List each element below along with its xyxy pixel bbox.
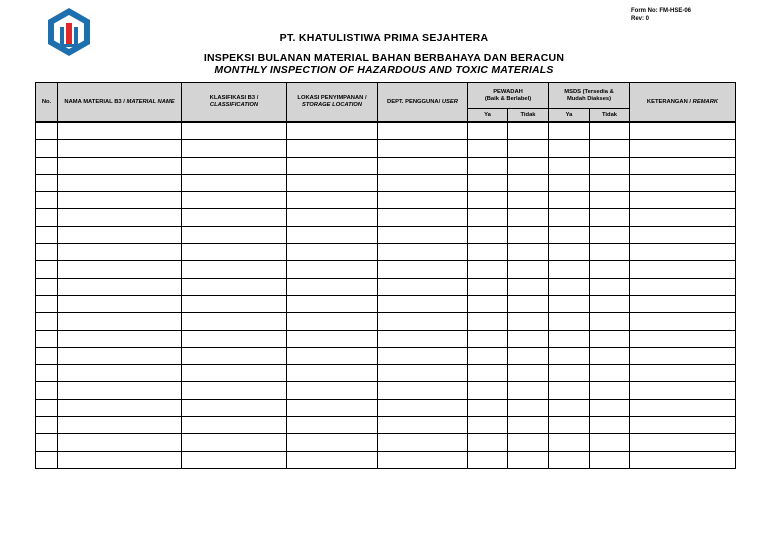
no-cell[interactable] [36, 382, 58, 399]
msds-tidak-cell[interactable] [590, 434, 630, 451]
storage-location-cell[interactable] [287, 451, 378, 468]
table-row [36, 157, 736, 174]
msds-tidak-cell[interactable] [590, 192, 630, 209]
table-row [36, 330, 736, 347]
container-ya-cell[interactable] [468, 382, 508, 399]
container-tidak-cell[interactable] [508, 417, 549, 434]
remark-cell[interactable] [630, 278, 736, 295]
msds-tidak-cell[interactable] [590, 382, 630, 399]
table-row [36, 382, 736, 399]
container-tidak-cell[interactable] [508, 347, 549, 364]
header-classification: KLASIFIKASI B3 / CLASSIFICATION [182, 83, 287, 123]
material-name-cell[interactable] [58, 244, 182, 261]
no-cell[interactable] [36, 244, 58, 261]
classification-cell[interactable] [182, 192, 287, 209]
container-ya-cell[interactable] [468, 347, 508, 364]
classification-cell[interactable] [182, 122, 287, 140]
header-msds-ya: Ya [549, 109, 590, 123]
msds-tidak-cell[interactable] [590, 365, 630, 382]
classification-cell[interactable] [182, 347, 287, 364]
no-cell[interactable] [36, 278, 58, 295]
remark-cell[interactable] [630, 417, 736, 434]
dept-user-cell[interactable] [378, 174, 468, 191]
table-row [36, 347, 736, 364]
msds-ya-cell[interactable] [549, 382, 590, 399]
table-row [36, 313, 736, 330]
header-storage-location: LOKASI PENYIMPANAN / STORAGE LOCATION [287, 83, 378, 123]
no-cell[interactable] [36, 192, 58, 209]
remark-cell[interactable] [630, 451, 736, 468]
msds-ya-cell[interactable] [549, 261, 590, 278]
msds-tidak-cell[interactable] [590, 174, 630, 191]
container-tidak-cell[interactable] [508, 278, 549, 295]
material-name-cell[interactable] [58, 313, 182, 330]
header-material-name: NAMA MATERIAL B3 / MATERIAL NAME [58, 83, 182, 123]
no-cell[interactable] [36, 417, 58, 434]
table-row [36, 399, 736, 416]
remark-cell[interactable] [630, 434, 736, 451]
container-ya-cell[interactable] [468, 244, 508, 261]
classification-cell[interactable] [182, 209, 287, 226]
msds-ya-cell[interactable] [549, 209, 590, 226]
dept-user-cell[interactable] [378, 122, 468, 140]
no-cell[interactable] [36, 434, 58, 451]
storage-location-cell[interactable] [287, 140, 378, 157]
table-row [36, 278, 736, 295]
storage-location-cell[interactable] [287, 313, 378, 330]
storage-location-cell[interactable] [287, 295, 378, 312]
msds-ya-cell[interactable] [549, 399, 590, 416]
classification-cell[interactable] [182, 261, 287, 278]
table-row [36, 122, 736, 140]
material-name-cell[interactable] [58, 261, 182, 278]
dept-user-cell[interactable] [378, 261, 468, 278]
no-cell[interactable] [36, 226, 58, 243]
form-title-indonesian: INSPEKSI BULANAN MATERIAL BAHAN BERBAHAYA DAN BERACUN [203, 52, 565, 64]
storage-location-cell[interactable] [287, 209, 378, 226]
remark-cell[interactable] [630, 295, 736, 312]
classification-cell[interactable] [182, 382, 287, 399]
material-name-cell[interactable] [58, 278, 182, 295]
container-ya-cell[interactable] [468, 174, 508, 191]
material-name-cell[interactable] [58, 365, 182, 382]
storage-location-cell[interactable] [287, 122, 378, 140]
dept-user-cell[interactable] [378, 192, 468, 209]
company-name: PT. KHATULISTIWA PRIMA SEJAHTERA [279, 32, 489, 44]
remark-cell[interactable] [630, 174, 736, 191]
container-tidak-cell[interactable] [508, 140, 549, 157]
dept-user-cell[interactable] [378, 209, 468, 226]
table-row [36, 365, 736, 382]
container-tidak-cell[interactable] [508, 244, 549, 261]
msds-tidak-cell[interactable] [590, 330, 630, 347]
no-cell[interactable] [36, 140, 58, 157]
table-row [36, 174, 736, 191]
remark-cell[interactable] [630, 226, 736, 243]
header-container: PEWADAH (Baik & Berlabel) [468, 83, 549, 109]
material-name-cell[interactable] [58, 295, 182, 312]
classification-cell[interactable] [182, 226, 287, 243]
material-name-cell[interactable] [58, 451, 182, 468]
remark-cell[interactable] [630, 347, 736, 364]
header-msds-tidak: Tidak [590, 109, 630, 123]
material-name-cell[interactable] [58, 122, 182, 140]
msds-ya-cell[interactable] [549, 140, 590, 157]
storage-location-cell[interactable] [287, 434, 378, 451]
classification-cell[interactable] [182, 330, 287, 347]
storage-location-cell[interactable] [287, 174, 378, 191]
material-name-cell[interactable] [58, 347, 182, 364]
dept-user-cell[interactable] [378, 330, 468, 347]
msds-ya-cell[interactable] [549, 278, 590, 295]
table-row [36, 140, 736, 157]
msds-ya-cell[interactable] [549, 434, 590, 451]
dept-user-cell[interactable] [378, 226, 468, 243]
msds-ya-cell[interactable] [549, 330, 590, 347]
container-ya-cell[interactable] [468, 157, 508, 174]
dept-user-cell[interactable] [378, 382, 468, 399]
container-tidak-cell[interactable] [508, 261, 549, 278]
dept-user-cell[interactable] [378, 140, 468, 157]
table-row [36, 244, 736, 261]
material-name-cell[interactable] [58, 382, 182, 399]
msds-tidak-cell[interactable] [590, 399, 630, 416]
table-row [36, 434, 736, 451]
storage-location-cell[interactable] [287, 278, 378, 295]
table-row [36, 192, 736, 209]
container-ya-cell[interactable] [468, 122, 508, 140]
material-name-cell[interactable] [58, 209, 182, 226]
remark-cell[interactable] [630, 192, 736, 209]
material-name-cell[interactable] [58, 399, 182, 416]
no-cell[interactable] [36, 261, 58, 278]
table-row [36, 417, 736, 434]
storage-location-cell[interactable] [287, 157, 378, 174]
classification-cell[interactable] [182, 365, 287, 382]
container-ya-cell[interactable] [468, 365, 508, 382]
classification-cell[interactable] [182, 313, 287, 330]
remark-cell[interactable] [630, 399, 736, 416]
material-name-cell[interactable] [58, 330, 182, 347]
container-ya-cell[interactable] [468, 313, 508, 330]
no-cell[interactable] [36, 399, 58, 416]
msds-tidak-cell[interactable] [590, 226, 630, 243]
msds-ya-cell[interactable] [549, 244, 590, 261]
inspection-table [35, 82, 736, 469]
no-cell[interactable] [36, 209, 58, 226]
dept-user-cell[interactable] [378, 278, 468, 295]
container-tidak-cell[interactable] [508, 174, 549, 191]
container-ya-cell[interactable] [468, 140, 508, 157]
remark-cell[interactable] [630, 313, 736, 330]
msds-ya-cell[interactable] [549, 417, 590, 434]
no-cell[interactable] [36, 330, 58, 347]
dept-user-cell[interactable] [378, 417, 468, 434]
classification-cell[interactable] [182, 434, 287, 451]
classification-cell[interactable] [182, 157, 287, 174]
header-remark: KETERANGAN / REMARK [630, 83, 736, 123]
storage-location-cell[interactable] [287, 417, 378, 434]
container-tidak-cell[interactable] [508, 399, 549, 416]
classification-cell[interactable] [182, 417, 287, 434]
dept-user-cell[interactable] [378, 434, 468, 451]
no-cell[interactable] [36, 313, 58, 330]
no-cell[interactable] [36, 295, 58, 312]
material-name-cell[interactable] [58, 174, 182, 191]
msds-ya-cell[interactable] [549, 192, 590, 209]
storage-location-cell[interactable] [287, 244, 378, 261]
classification-cell[interactable] [182, 140, 287, 157]
dept-user-cell[interactable] [378, 295, 468, 312]
msds-ya-cell[interactable] [549, 122, 590, 140]
no-cell[interactable] [36, 174, 58, 191]
msds-tidak-cell[interactable] [590, 295, 630, 312]
dept-user-cell[interactable] [378, 399, 468, 416]
material-name-cell[interactable] [58, 192, 182, 209]
container-tidak-cell[interactable] [508, 382, 549, 399]
msds-tidak-cell[interactable] [590, 244, 630, 261]
container-ya-cell[interactable] [468, 417, 508, 434]
remark-cell[interactable] [630, 122, 736, 140]
material-name-cell[interactable] [58, 417, 182, 434]
dept-user-cell[interactable] [378, 244, 468, 261]
container-tidak-cell[interactable] [508, 295, 549, 312]
form-info [631, 7, 691, 23]
container-tidak-cell[interactable] [508, 365, 549, 382]
header-container-ya: Ya [468, 109, 508, 123]
msds-tidak-cell[interactable] [590, 261, 630, 278]
table-row [36, 295, 736, 312]
storage-location-cell[interactable] [287, 226, 378, 243]
classification-cell[interactable] [182, 399, 287, 416]
msds-ya-cell[interactable] [549, 157, 590, 174]
container-tidak-cell[interactable] [508, 451, 549, 468]
container-ya-cell[interactable] [468, 209, 508, 226]
container-ya-cell[interactable] [468, 278, 508, 295]
storage-location-cell[interactable] [287, 261, 378, 278]
form-revision: Rev: 0 [631, 16, 650, 22]
form-title-english: MONTHLY INSPECTION OF HAZARDOUS AND TOXIC MATERIALS [214, 64, 554, 76]
container-tidak-cell[interactable] [508, 226, 549, 243]
storage-location-cell[interactable] [287, 399, 378, 416]
material-name-cell[interactable] [58, 140, 182, 157]
classification-cell[interactable] [182, 174, 287, 191]
dept-user-cell[interactable] [378, 365, 468, 382]
table-row [36, 451, 736, 468]
dept-user-cell[interactable] [378, 347, 468, 364]
remark-cell[interactable] [630, 209, 736, 226]
msds-tidak-cell[interactable] [590, 140, 630, 157]
container-ya-cell[interactable] [468, 330, 508, 347]
remark-cell[interactable] [630, 261, 736, 278]
table-row [36, 209, 736, 226]
material-name-cell[interactable] [58, 157, 182, 174]
classification-cell[interactable] [182, 295, 287, 312]
container-ya-cell[interactable] [468, 434, 508, 451]
storage-location-cell[interactable] [287, 382, 378, 399]
header-no: No. [36, 83, 58, 123]
classification-cell[interactable] [182, 244, 287, 261]
msds-tidak-cell[interactable] [590, 417, 630, 434]
remark-cell[interactable] [630, 382, 736, 399]
storage-location-cell[interactable] [287, 192, 378, 209]
msds-tidak-cell[interactable] [590, 122, 630, 140]
table-row [36, 261, 736, 278]
material-name-cell[interactable] [58, 434, 182, 451]
dept-user-cell[interactable] [378, 451, 468, 468]
storage-location-cell[interactable] [287, 365, 378, 382]
dept-user-cell[interactable] [378, 313, 468, 330]
msds-ya-cell[interactable] [549, 226, 590, 243]
msds-tidak-cell[interactable] [590, 209, 630, 226]
dept-user-cell[interactable] [378, 157, 468, 174]
msds-ya-cell[interactable] [549, 451, 590, 468]
container-tidak-cell[interactable] [508, 192, 549, 209]
classification-cell[interactable] [182, 278, 287, 295]
msds-ya-cell[interactable] [549, 174, 590, 191]
remark-cell[interactable] [630, 140, 736, 157]
msds-ya-cell[interactable] [549, 295, 590, 312]
container-ya-cell[interactable] [468, 261, 508, 278]
container-ya-cell[interactable] [468, 295, 508, 312]
container-tidak-cell[interactable] [508, 157, 549, 174]
no-cell[interactable] [36, 157, 58, 174]
container-ya-cell[interactable] [468, 451, 508, 468]
storage-location-cell[interactable] [287, 330, 378, 347]
remark-cell[interactable] [630, 157, 736, 174]
remark-cell[interactable] [630, 365, 736, 382]
msds-ya-cell[interactable] [549, 365, 590, 382]
classification-cell[interactable] [182, 451, 287, 468]
container-tidak-cell[interactable] [508, 313, 549, 330]
msds-ya-cell[interactable] [549, 347, 590, 364]
no-cell[interactable] [36, 122, 58, 140]
msds-ya-cell[interactable] [549, 313, 590, 330]
container-ya-cell[interactable] [468, 399, 508, 416]
container-tidak-cell[interactable] [508, 122, 549, 140]
remark-cell[interactable] [630, 244, 736, 261]
container-tidak-cell[interactable] [508, 209, 549, 226]
header-msds: MSDS (Tersedia & Mudah Diakses) [549, 83, 630, 109]
form-number: Form No: FM-HSE-06 [631, 8, 691, 14]
container-ya-cell[interactable] [468, 192, 508, 209]
remark-cell[interactable] [630, 330, 736, 347]
table-row [36, 226, 736, 243]
msds-tidak-cell[interactable] [590, 347, 630, 364]
container-tidak-cell[interactable] [508, 434, 549, 451]
msds-tidak-cell[interactable] [590, 157, 630, 174]
container-ya-cell[interactable] [468, 226, 508, 243]
msds-tidak-cell[interactable] [590, 278, 630, 295]
storage-location-cell[interactable] [287, 347, 378, 364]
material-name-cell[interactable] [58, 226, 182, 243]
no-cell[interactable] [36, 365, 58, 382]
header-container-tidak: Tidak [508, 109, 549, 123]
header-dept-user: DEPT. PENGGUNA/ USER [378, 83, 468, 123]
no-cell[interactable] [36, 347, 58, 364]
container-tidak-cell[interactable] [508, 330, 549, 347]
msds-tidak-cell[interactable] [590, 451, 630, 468]
msds-tidak-cell[interactable] [590, 313, 630, 330]
no-cell[interactable] [36, 451, 58, 468]
